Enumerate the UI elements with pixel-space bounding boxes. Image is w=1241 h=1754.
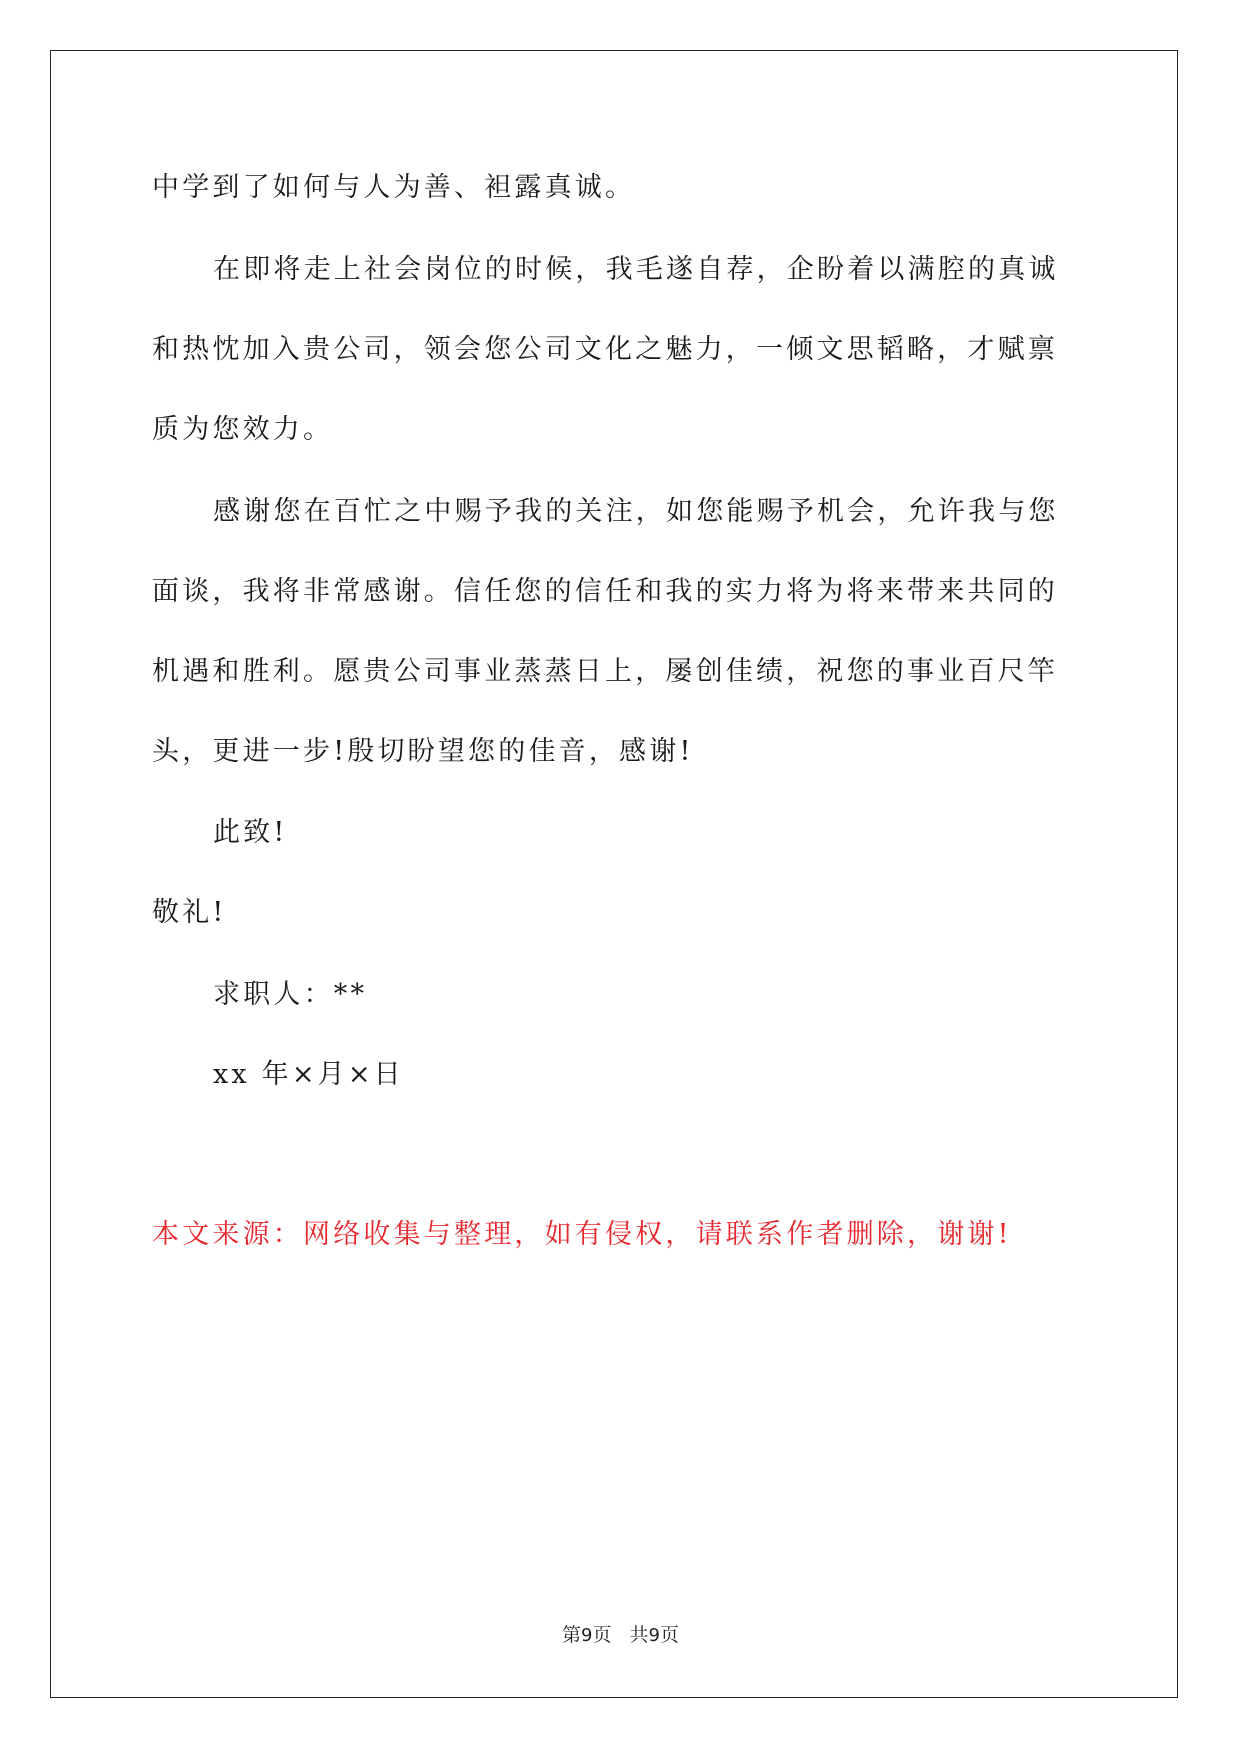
body-line-3: 和热忱加入贵公司，领会您公司文化之魅力，一倾文思韬略，才赋禀	[152, 334, 1058, 365]
closing-line: 此致!	[213, 817, 288, 848]
body-line-1: 中学到了如何与人为善、袒露真诚。	[152, 172, 636, 203]
body-line-8: 头，更进一步!殷切盼望您的佳音，感谢!	[152, 736, 694, 767]
page-border	[50, 50, 1178, 1698]
page-current: 9	[581, 1625, 593, 1646]
total-prefix: 共	[629, 1624, 649, 1646]
salutation-line: 敬礼!	[152, 897, 227, 928]
page-suffix: 页	[592, 1624, 612, 1646]
page-footer	[0, 1622, 1241, 1649]
source-note: 本文来源：网络收集与整理，如有侵权，请联系作者删除，谢谢!	[152, 1219, 1012, 1250]
page-total: 9	[648, 1625, 660, 1646]
body-line-5: 感谢您在百忙之中赐予我的关注，如您能赐予机会，允许我与您	[213, 496, 1059, 527]
body-line-7: 机遇和胜利。愿贵公司事业蒸蒸日上，屡创佳绩，祝您的事业百尺竿	[152, 656, 1058, 687]
body-line-4: 质为您效力。	[152, 414, 334, 445]
body-line-6: 面谈，我将非常感谢。信任您的信任和我的实力将为将来带来共同的	[152, 576, 1058, 607]
page-prefix: 第	[562, 1624, 582, 1646]
letter-date: xx 年×月×日	[213, 1059, 404, 1090]
total-suffix: 页	[659, 1624, 679, 1646]
body-line-2: 在即将走上社会岗位的时候，我毛遂自荐，企盼着以满腔的真诚	[213, 254, 1059, 285]
applicant-signature: 求职人：**	[213, 979, 368, 1010]
